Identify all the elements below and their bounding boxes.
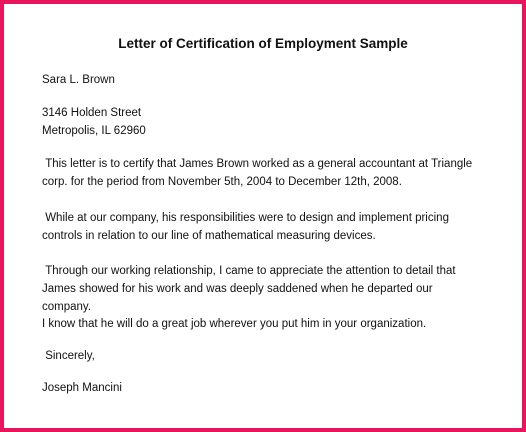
closing: Sincerely, bbox=[42, 350, 95, 362]
recipient-name: Sara L. Brown bbox=[42, 74, 115, 86]
signature-name: Joseph Mancini bbox=[42, 382, 122, 394]
address-line-1: 3146 Holden Street bbox=[42, 107, 142, 119]
paragraph-responsibilities: While at our company, his responsibilities were to design and implement pricing controls in relation to our line of mathematical measuring devices. bbox=[42, 212, 453, 242]
paragraph-recommendation: I know that he will do a great job wherever you put him in your organization. bbox=[42, 318, 427, 330]
paragraph-certification: This letter is to certify that James Brown worked as a general accountant at Triangle corp. for the period from November 5th, 2004 to December 12th, 2008. bbox=[42, 158, 476, 188]
address-line-2: Metropolis, IL 62960 bbox=[42, 125, 146, 137]
paragraph-relationship: Through our working relationship, I came to appreciate the attention to detail that James showed for his work and was deeply saddened when he departed our company. bbox=[42, 265, 459, 313]
letter-title: Letter of Certification of Employment Sample bbox=[118, 36, 408, 51]
